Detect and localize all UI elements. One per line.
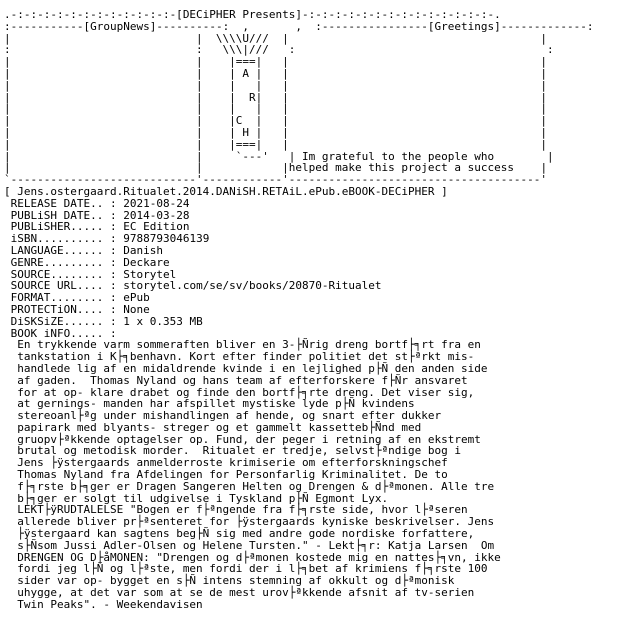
body-line: stereoanl├ªg under mishandlingen af hende, og snart efter dukker [17,409,442,423]
body-line: f├╕rste b├╕ger er Dragen Sangeren Helten og Drengen & d├ªmonen. Alle tre [17,479,495,493]
field-row: PROTECTiON.... : None [10,302,150,316]
art-line-12: | | |helped make this project a success | [4,161,548,175]
field-row: LANGUAGE...... : Danish [10,243,163,257]
art-line-7: | | | | | | [4,102,548,116]
field-row: SOURCE........ : Storytel [10,267,177,281]
body-line: brutal og metodisk morder. Ritualet er tredje, selvst├ªndige bog i [17,444,461,458]
field-row: FORMAT........ : ePub [10,291,150,305]
field-row: GENRE......... : Deckare [10,255,170,269]
group-news-title: [GroupNews] [83,19,157,33]
art-line-8: | | |C | | | [4,114,548,128]
art-line-4: | | | A | | | [4,66,548,80]
body-line: handlede lig af en midaldrende kvinde i en lejlighed p├Ñ den anden side [17,361,488,375]
body-line: s├Ñsom Jussi Adler-Olsen og Helene Tursten." - Lekt├╕r: Katja Larsen Om [17,538,495,552]
field-row: SOURCE URL.... : storytel.com/se/sv/books/20870-Ritualet [10,279,382,293]
body-line: Thomas Nyland fra Afdelingen for Personfarlig Kriminalitet. De to [17,468,448,482]
body-line: papirark med blyants- streger og et gammelt kassetteb├Ñnd med [17,420,422,434]
body-line: DRENGEN OG D├åMONEN: "Drengen og d├ªmonen kostede mig en nattes├╕vn, ikke [17,550,501,564]
art-line-3: | | |===| | | [4,55,548,69]
body-line: af gaden. Thomas Nyland og hans team af efterforskere f├Ñr ansvaret [17,373,468,387]
field-row: DiSKSiZE...... : 1 x 0.353 MB [10,314,203,328]
top-border-line: .-:-:-:-:-:-:-:-:-:-:-:-:-[DECiPHER Presents]-:-:-:-:-:-:-:-:-:-:-:-:-:-:-. [4,8,501,21]
body-line: allerede bliver pr├ªsenteret for ├ÿstergaards kyniske beskrivelser. Jens [17,515,495,529]
body-line: Jens ├ÿstergaards anmelderroste krimiserie om efterforskningschef [17,456,448,470]
field-row: RELEASE DATE.. : 2021-08-24 [10,196,190,210]
release-name: [ Jens.ostergaard.Ritualet.2014.DANiSH.RETAiL.ePub.eBOOK-DECiPHER ] [4,184,448,198]
banner-title: DECiPHER Presents [182,8,296,21]
bottom-border-line: `----------------------------'------------'--------------------------------------' [4,173,548,187]
field-row: PUBLiSHER..... : EC Edition [10,220,190,234]
greetings-text-1: Im grateful to the people who [302,149,495,163]
body-line: ├ÿstergaard kan sagtens beg├Ñ sig med andre gode nordiske forfattere, [17,527,475,541]
art-line-2: : : \\\|/// : : [4,43,554,57]
body-line: at gernings- manden har afspillet mystiske lyde p├Ñ kvindens [17,397,415,411]
body-line: sider var op- bygget en s├Ñ intens stemning af okkult og d├ªmonisk [17,574,455,588]
field-row: BOOK iNFO..... : [10,326,124,340]
greetings-text-2: helped make this project a success [288,161,514,175]
greetings-title: [Greetings] [427,19,501,33]
field-row: PUBLiSH DATE.. : 2014-03-28 [10,208,190,222]
body-line: fordi jeg l├Ñ og l├ªste, men fordi der i l├╕bet af krimiens f├╕rste 100 [17,562,488,576]
body-line: Twin Peaks". - Weekendavisen [17,597,203,611]
panel-header-line: :-----------[GroupNews]----------: , , :----------------[Greetings]-------------: [4,19,594,33]
nfo-document [4,9,593,611]
art-line-6: | | | R| | | [4,90,548,104]
body-line: b├╕ger er solgt til udgivelse i Tyskland p├Ñ Egmont Lyx. [17,491,389,505]
body-line: uhygge, at det var som at se de mest urov├ªkkende afsnit af tv-serien [17,586,475,600]
art-line-11: | | `---' | Im grateful to the people who | [4,149,554,163]
field-row: iSBN.......... : 9788793046139 [10,232,210,246]
body-line: gruopv├ªkkende optagelser op. Fund, der peger i retning af en ekstremt [17,432,481,446]
art-line-1: | | \\\\U/// | | [4,31,548,45]
art-line-10: | | |===| | | [4,137,548,151]
body-line: LEKT├ÿRUDTALELSE "Bogen er f├ªngende fra f├╕rste side, hvor l├ªseren [17,503,468,517]
body-line: En trykkende varm sommeraften bliver en 3-├Ñrig dreng bortf├╕rt fra en [17,338,481,352]
body-line: tankstation i K├╕benhavn. Kort efter finder politiet det st├ªrkt mis- [17,350,475,364]
body-line: for at op- klare drabet og finde den bortf├╕rte dreng. Det viser sig, [17,385,475,399]
art-line-9: | | | H | | | [4,125,548,139]
art-line-5: | | | | | | [4,78,548,92]
